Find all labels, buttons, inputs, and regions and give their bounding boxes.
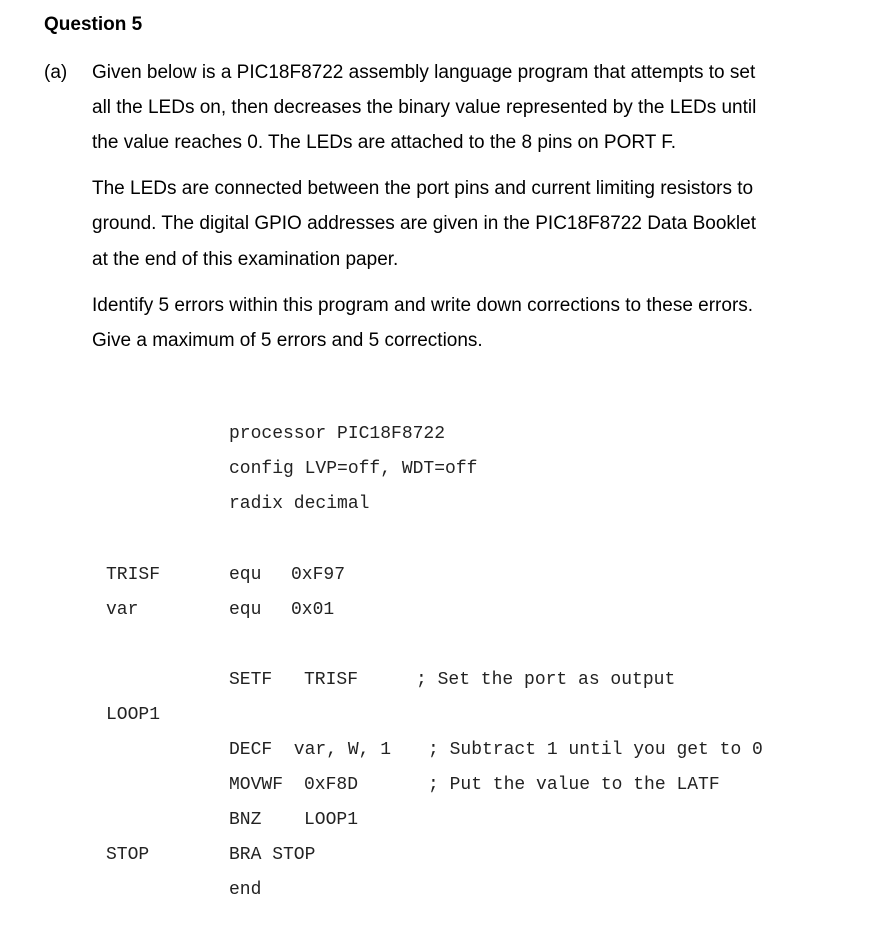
code-instruction: DECF var, W, 1	[229, 740, 392, 760]
paragraph-line: Given below is a PIC18F8722 assembly language program that attempts to set	[92, 62, 756, 83]
paragraph-line: Identify 5 errors within this program and write down corrections to these errors.	[92, 295, 754, 316]
paragraph-line: The LEDs are connected between the port pins and current limiting resistors to	[92, 178, 754, 199]
paragraph-line: the value reaches 0. The LEDs are attached to the 8 pins on PORT F.	[92, 132, 677, 153]
code-op: equ	[229, 565, 262, 585]
code-directive: processor PIC18F8722	[229, 424, 446, 444]
paragraph-line: at the end of this examination paper.	[92, 249, 399, 270]
code-op: SETF	[229, 670, 273, 690]
code-directive: end	[229, 880, 262, 900]
code-comment: ; Set the port as output	[416, 670, 676, 690]
code-label: TRISF	[106, 565, 161, 585]
code-label: LOOP1	[106, 705, 161, 725]
paragraph-line: Give a maximum of 5 errors and 5 corrections.	[92, 330, 483, 351]
code-arg: 0xF8D	[304, 775, 359, 795]
code-op: BNZ	[229, 810, 262, 830]
code-arg: 0x01	[291, 600, 335, 620]
question-heading: Question 5	[44, 14, 143, 35]
paragraph-line: all the LEDs on, then decreases the binary value represented by the LEDs until	[92, 97, 757, 118]
code-instruction: BRA STOP	[229, 845, 316, 865]
code-op: MOVWF	[229, 775, 284, 795]
code-arg: 0xF97	[291, 565, 346, 585]
code-directive: config LVP=off, WDT=off	[229, 459, 478, 479]
code-arg: LOOP1	[304, 810, 359, 830]
code-arg: TRISF	[304, 670, 359, 690]
code-label: var	[106, 600, 139, 620]
paragraph-line: ground. The digital GPIO addresses are given in the PIC18F8722 Data Booklet	[92, 213, 756, 234]
code-comment: ; Put the value to the LATF	[428, 775, 720, 795]
code-comment: ; Subtract 1 until you get to 0	[428, 740, 763, 760]
code-directive: radix decimal	[229, 494, 370, 514]
part-label: (a)	[44, 62, 68, 83]
code-op: equ	[229, 600, 262, 620]
code-label: STOP	[106, 845, 150, 865]
